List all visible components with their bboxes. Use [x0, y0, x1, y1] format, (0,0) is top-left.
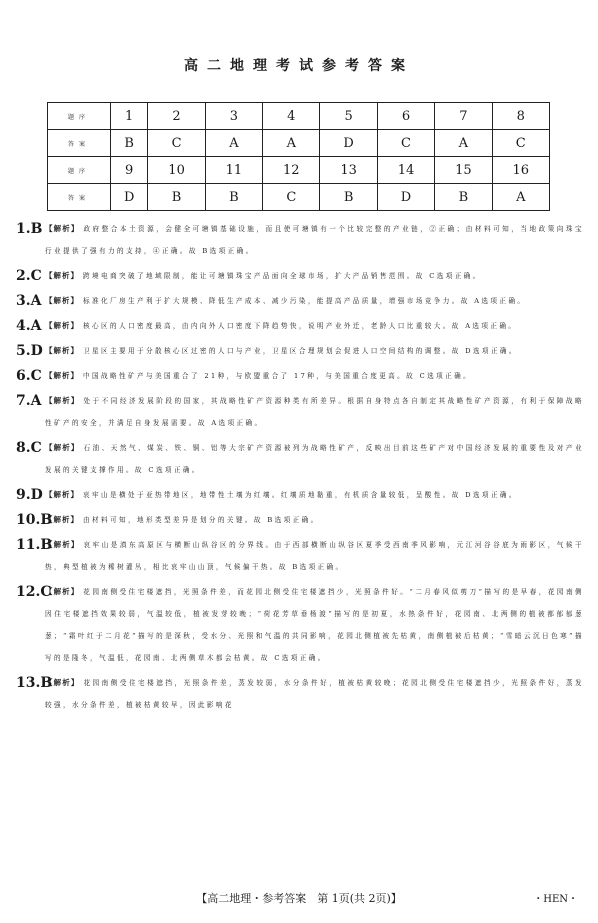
item-number: 10.B [16, 512, 53, 528]
analysis-tag: 【解析】 [45, 678, 80, 687]
item-text: 哀牢山是横处于亚热带地区，地带性土壤为红壤。红壤质地黏重，有机质含量较低，呈酸性。故 D选项正确。 [83, 491, 518, 499]
table-row [48, 103, 550, 130]
answer-table [47, 102, 550, 211]
table-cell: 4 [263, 103, 320, 130]
analysis-tag: 【解析】 [45, 224, 80, 233]
row-header: 答案 [48, 184, 111, 211]
table-cell: 10 [148, 157, 205, 184]
list-item [16, 437, 584, 481]
table-cell: 5 [320, 103, 377, 130]
list-item [16, 581, 584, 669]
table-cell: A [205, 130, 262, 157]
item-number: 9.D [16, 487, 43, 503]
item-text: 标准化厂房生产利于扩大规模、降低生产成本、减少污染，能提高产品质量，增强市场竞争力。故 A选项正确。 [83, 297, 527, 305]
item-number: 12.C [16, 584, 52, 600]
list-item [16, 672, 584, 716]
row-header: 题序 [48, 103, 111, 130]
item-number: 4.A [16, 318, 42, 334]
item-text: 卫星区主要用于分散核心区过密的人口与产业，卫星区合理规划会促进人口空间结构的调整。故 D选项正确。 [83, 347, 518, 355]
analysis-tag: 【解析】 [45, 346, 79, 355]
analysis-tag: 【解析】 [45, 540, 80, 549]
item-text: 中国战略性矿产与美国重合了 21种，与欧盟重合了 17种，与美国重合度更高。故 C选项正确。 [83, 372, 473, 380]
table-row [48, 184, 550, 211]
table-cell: 1 [111, 103, 148, 130]
item-number: 6.C [16, 368, 42, 384]
table-cell: 9 [111, 157, 148, 184]
table-cell: B [148, 184, 205, 211]
page-footer: 【高二地理・参考答案 第 1页(共 2页)】 [196, 892, 402, 905]
row-header: 答案 [48, 130, 111, 157]
table-cell: C [492, 130, 549, 157]
table-cell: D [377, 184, 434, 211]
list-item [16, 290, 584, 312]
item-number: 3.A [16, 293, 42, 309]
analysis-tag: 【解析】 [45, 271, 79, 280]
table-cell: B [111, 130, 148, 157]
item-text: 跨境电商突破了地域限制，能让可塘镇珠宝产品面向全球市场，扩大产品销售范围。故 C选项正确。 [83, 272, 482, 280]
analysis-tag: 【解析】 [45, 321, 79, 330]
list-item [16, 265, 584, 287]
table-cell: 15 [435, 157, 492, 184]
footer-code: ・HEN・ [533, 894, 578, 905]
table-cell: 2 [148, 103, 205, 130]
analysis-tag: 【解析】 [45, 515, 79, 524]
item-text: 政府整合本土资源，会健全可塘镇基础设施，而且使可塘镇有一个比较完整的产业链，②正确；由材料可知，当地政策向珠宝行业提供了强有力的支持，④正确。故 B选项正确。 [45, 225, 584, 255]
item-text: 处于不同经济发展阶段的国家，其战略性矿产资源种类有所差异。根据自身特点各自制定其战略性矿产资源，有利于保障战略性矿产的安全，并满足自身发展需要。故 A选项正确。 [45, 397, 584, 427]
table-cell: C [377, 130, 434, 157]
table-cell: A [435, 130, 492, 157]
item-number: 13.B [16, 675, 53, 691]
item-number: 8.C [16, 440, 42, 456]
table-cell: D [111, 184, 148, 211]
table-cell: 16 [492, 157, 549, 184]
item-text: 核心区的人口密度最高，由内向外人口密度下降趋势快，说明产业外迁，老龄人口比重较大。故 A选项正确。 [83, 322, 518, 330]
row-header: 题序 [48, 157, 111, 184]
table-cell: 8 [492, 103, 549, 130]
item-number: 7.A [16, 393, 42, 409]
list-item [16, 340, 584, 362]
item-number: 1.B [16, 221, 43, 237]
analysis-tag: 【解析】 [45, 490, 79, 499]
item-number: 2.C [16, 268, 42, 284]
table-cell: 13 [320, 157, 377, 184]
item-number: 5.D [16, 343, 43, 359]
table-cell: 12 [263, 157, 320, 184]
table-cell: A [492, 184, 549, 211]
item-number: 11.B [16, 537, 53, 553]
table-row [48, 157, 550, 184]
analysis-tag: 【解析】 [45, 443, 80, 452]
table-cell: 14 [377, 157, 434, 184]
list-item [16, 509, 584, 531]
table-cell: B [205, 184, 262, 211]
item-text: 花园南侧受住宅楼遮挡，光照条件差，蒸发较弱，水分条件好，植被枯黄较晚；花园北侧受住宅楼遮挡少，光照条件好，蒸发较强，水分条件差，植被枯黄较早，因此影响花 [45, 679, 584, 709]
table-row [48, 130, 550, 157]
page-title: 高二地理考试参考答案 [184, 58, 414, 74]
analysis-tag: 【解析】 [45, 396, 80, 405]
table-cell: 7 [435, 103, 492, 130]
item-text: 哀牢山是滇东高原区与横断山纵谷区的分界线。由于西部横断山纵谷区夏季受西南季风影响，元江河谷谷底为雨影区，气候干热，典型植被为稀树灌丛，相比哀牢山山顶，气候偏干热。故 B选项正确。 [45, 541, 584, 571]
list-item [16, 218, 584, 262]
analysis-tag: 【解析】 [45, 587, 80, 596]
list-item [16, 390, 584, 434]
table-cell: 6 [377, 103, 434, 130]
table-cell: C [263, 184, 320, 211]
table-cell: D [320, 130, 377, 157]
analysis-tag: 【解析】 [45, 296, 79, 305]
table-cell: A [263, 130, 320, 157]
analysis-tag: 【解析】 [45, 371, 79, 380]
item-text: 花园南侧受住宅楼遮挡，光照条件差，而花园北侧受住宅楼遮挡少，光照条件好。“二月春风似剪刀”描写的是早春，花园南侧因住宅楼遮挡效果较弱，气温较低，植被发芽较晚；“荷花芳草垂杨渡”描写的是初夏，水热条件好，花园南、北两侧的植被都郁郁葱葱；“霜叶红于二月花”描写的是深秋，受水分、光照和气温的共同影响，花园北侧植被先枯黄，南侧植被后枯黄；“雪暗云沉日色寒”描写的是隆冬，气温低，花园南、北两侧草木都会枯黄。故 C选项正确。 [45, 588, 585, 662]
list-item [16, 534, 584, 578]
list-item [16, 365, 584, 387]
table-cell: C [148, 130, 205, 157]
table-cell: B [435, 184, 492, 211]
table-cell: 11 [205, 157, 262, 184]
answer-explanations [16, 218, 584, 719]
table-cell: 3 [205, 103, 262, 130]
item-text: 由材料可知，地形类型差异是划分的关键。故 B选项正确。 [83, 516, 320, 524]
table-cell: B [320, 184, 377, 211]
list-item [16, 315, 584, 337]
item-text: 石油、天然气、煤炭、铁、铜、铝等大宗矿产资源被列为战略性矿产，反映出目前这些矿产对中国经济发展的重要性及对产业发展的关键支撑作用。故 C选项正确。 [45, 444, 584, 474]
list-item [16, 484, 584, 506]
